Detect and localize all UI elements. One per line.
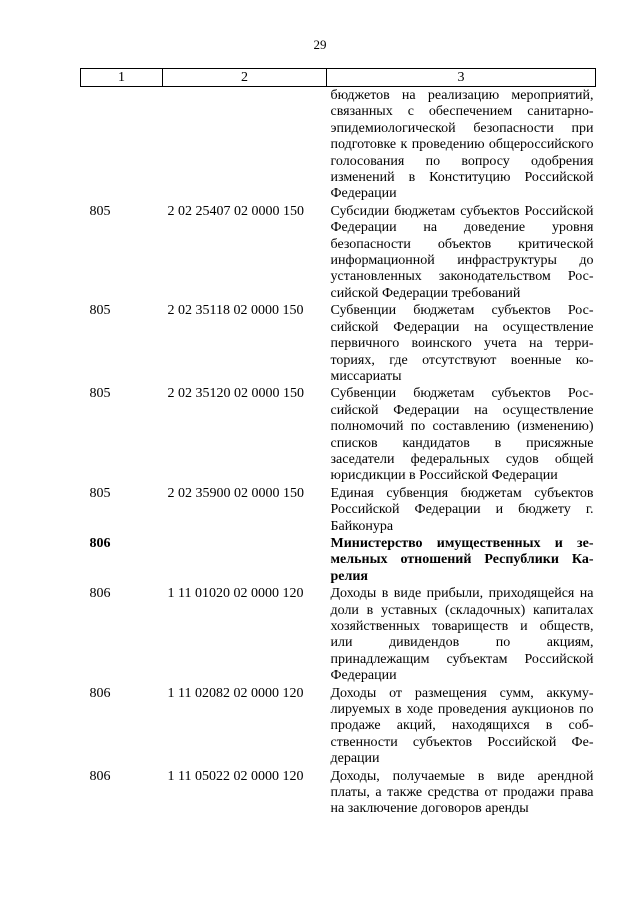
admin-code-cell: 806: [89, 768, 111, 784]
column-header-2: 2: [163, 69, 327, 87]
admin-code-cell: 806: [89, 586, 111, 602]
description-cell: Субсидии бюджетам субъектов Российской Федерации на доведение уровня безопасности объектов критической информационной инфраструктуры до установленных законодательством Российской Федерации требований: [330, 203, 594, 301]
admin-code-cell: 805: [89, 303, 111, 319]
description-cell: Субвенции бюджетам субъектов Российской Федерации на осуществление полномочий по составлению (изменению) списков кандидатов в присяжные заседатели федеральных судов общей юрисдикции в Российской Федерации: [330, 386, 594, 484]
admin-code-cell: 806: [89, 535, 111, 551]
table-row: [81, 385, 596, 484]
admin-code-cell: [81, 87, 163, 203]
column-header-1: 1: [81, 69, 163, 87]
income-code-cell: 1 11 02082 02 0000 120: [167, 685, 304, 701]
table-row: [81, 87, 596, 203]
income-code-cell: 2 02 35900 02 0000 150: [167, 485, 304, 501]
table-row: [81, 203, 596, 302]
admin-code-cell: 805: [89, 485, 111, 501]
admin-code-cell: 806: [89, 685, 111, 701]
income-code-cell: 1 11 05022 02 0000 120: [167, 768, 304, 784]
admin-code-cell: 805: [89, 386, 111, 402]
description-cell: Доходы в виде прибыли, приходящейся на доли в уставных (складочных) капиталах хозяйственных товариществ и обществ, или дивидендов по акциям, принадлежащим субъектам Российской Федерации: [330, 586, 594, 684]
table-header: [81, 69, 596, 87]
income-code-cell: 2 02 35120 02 0000 150: [167, 386, 304, 402]
section-heading-cell: Министерство имущественных и земельных отношений Республики Карелия: [330, 535, 594, 584]
column-header-3: 3: [327, 69, 596, 87]
income-codes-table: [80, 68, 596, 818]
description-cell: Доходы, получаемые в виде арендной платы, а также средства от продажи права на заключение договоров аренды: [330, 768, 594, 817]
table-row: [81, 302, 596, 385]
table-row: [81, 585, 596, 684]
table-body: [81, 87, 596, 818]
table-row-section-heading: [81, 535, 596, 585]
income-code-cell: 1 11 01020 02 0000 120: [167, 586, 304, 602]
table-row: [81, 768, 596, 818]
description-cell: Единая субвенция бюджетам субъектов Российской Федерации и бюджету г. Байконура: [330, 485, 594, 534]
table-row: [81, 685, 596, 768]
page-number: 29: [313, 37, 327, 52]
description-cell: бюджетов на реализацию мероприятий, связанных с обеспечением санитарно-эпидемиологической безопасности при подготовке к проведению общероссийского голосования по вопросу одобрения изменений в Конституцию Российской Федерации: [330, 88, 594, 202]
income-code-cell: 2 02 35118 02 0000 150: [167, 303, 304, 319]
income-code-cell: [163, 535, 327, 585]
table-row: [81, 485, 596, 535]
income-code-cell: [163, 87, 327, 203]
admin-code-cell: 805: [89, 203, 111, 219]
description-cell: Доходы от размещения сумм, аккумулируемых в ходе проведения аукционов по продаже акций, находящихся в собственности субъектов Российской Федерации: [330, 685, 594, 767]
description-cell: Субвенции бюджетам субъектов Российской Федерации на осуществление первичного воинского учета на территориях, где отсутствуют военные комиссариаты: [330, 303, 594, 384]
income-code-cell: 2 02 25407 02 0000 150: [167, 203, 304, 219]
